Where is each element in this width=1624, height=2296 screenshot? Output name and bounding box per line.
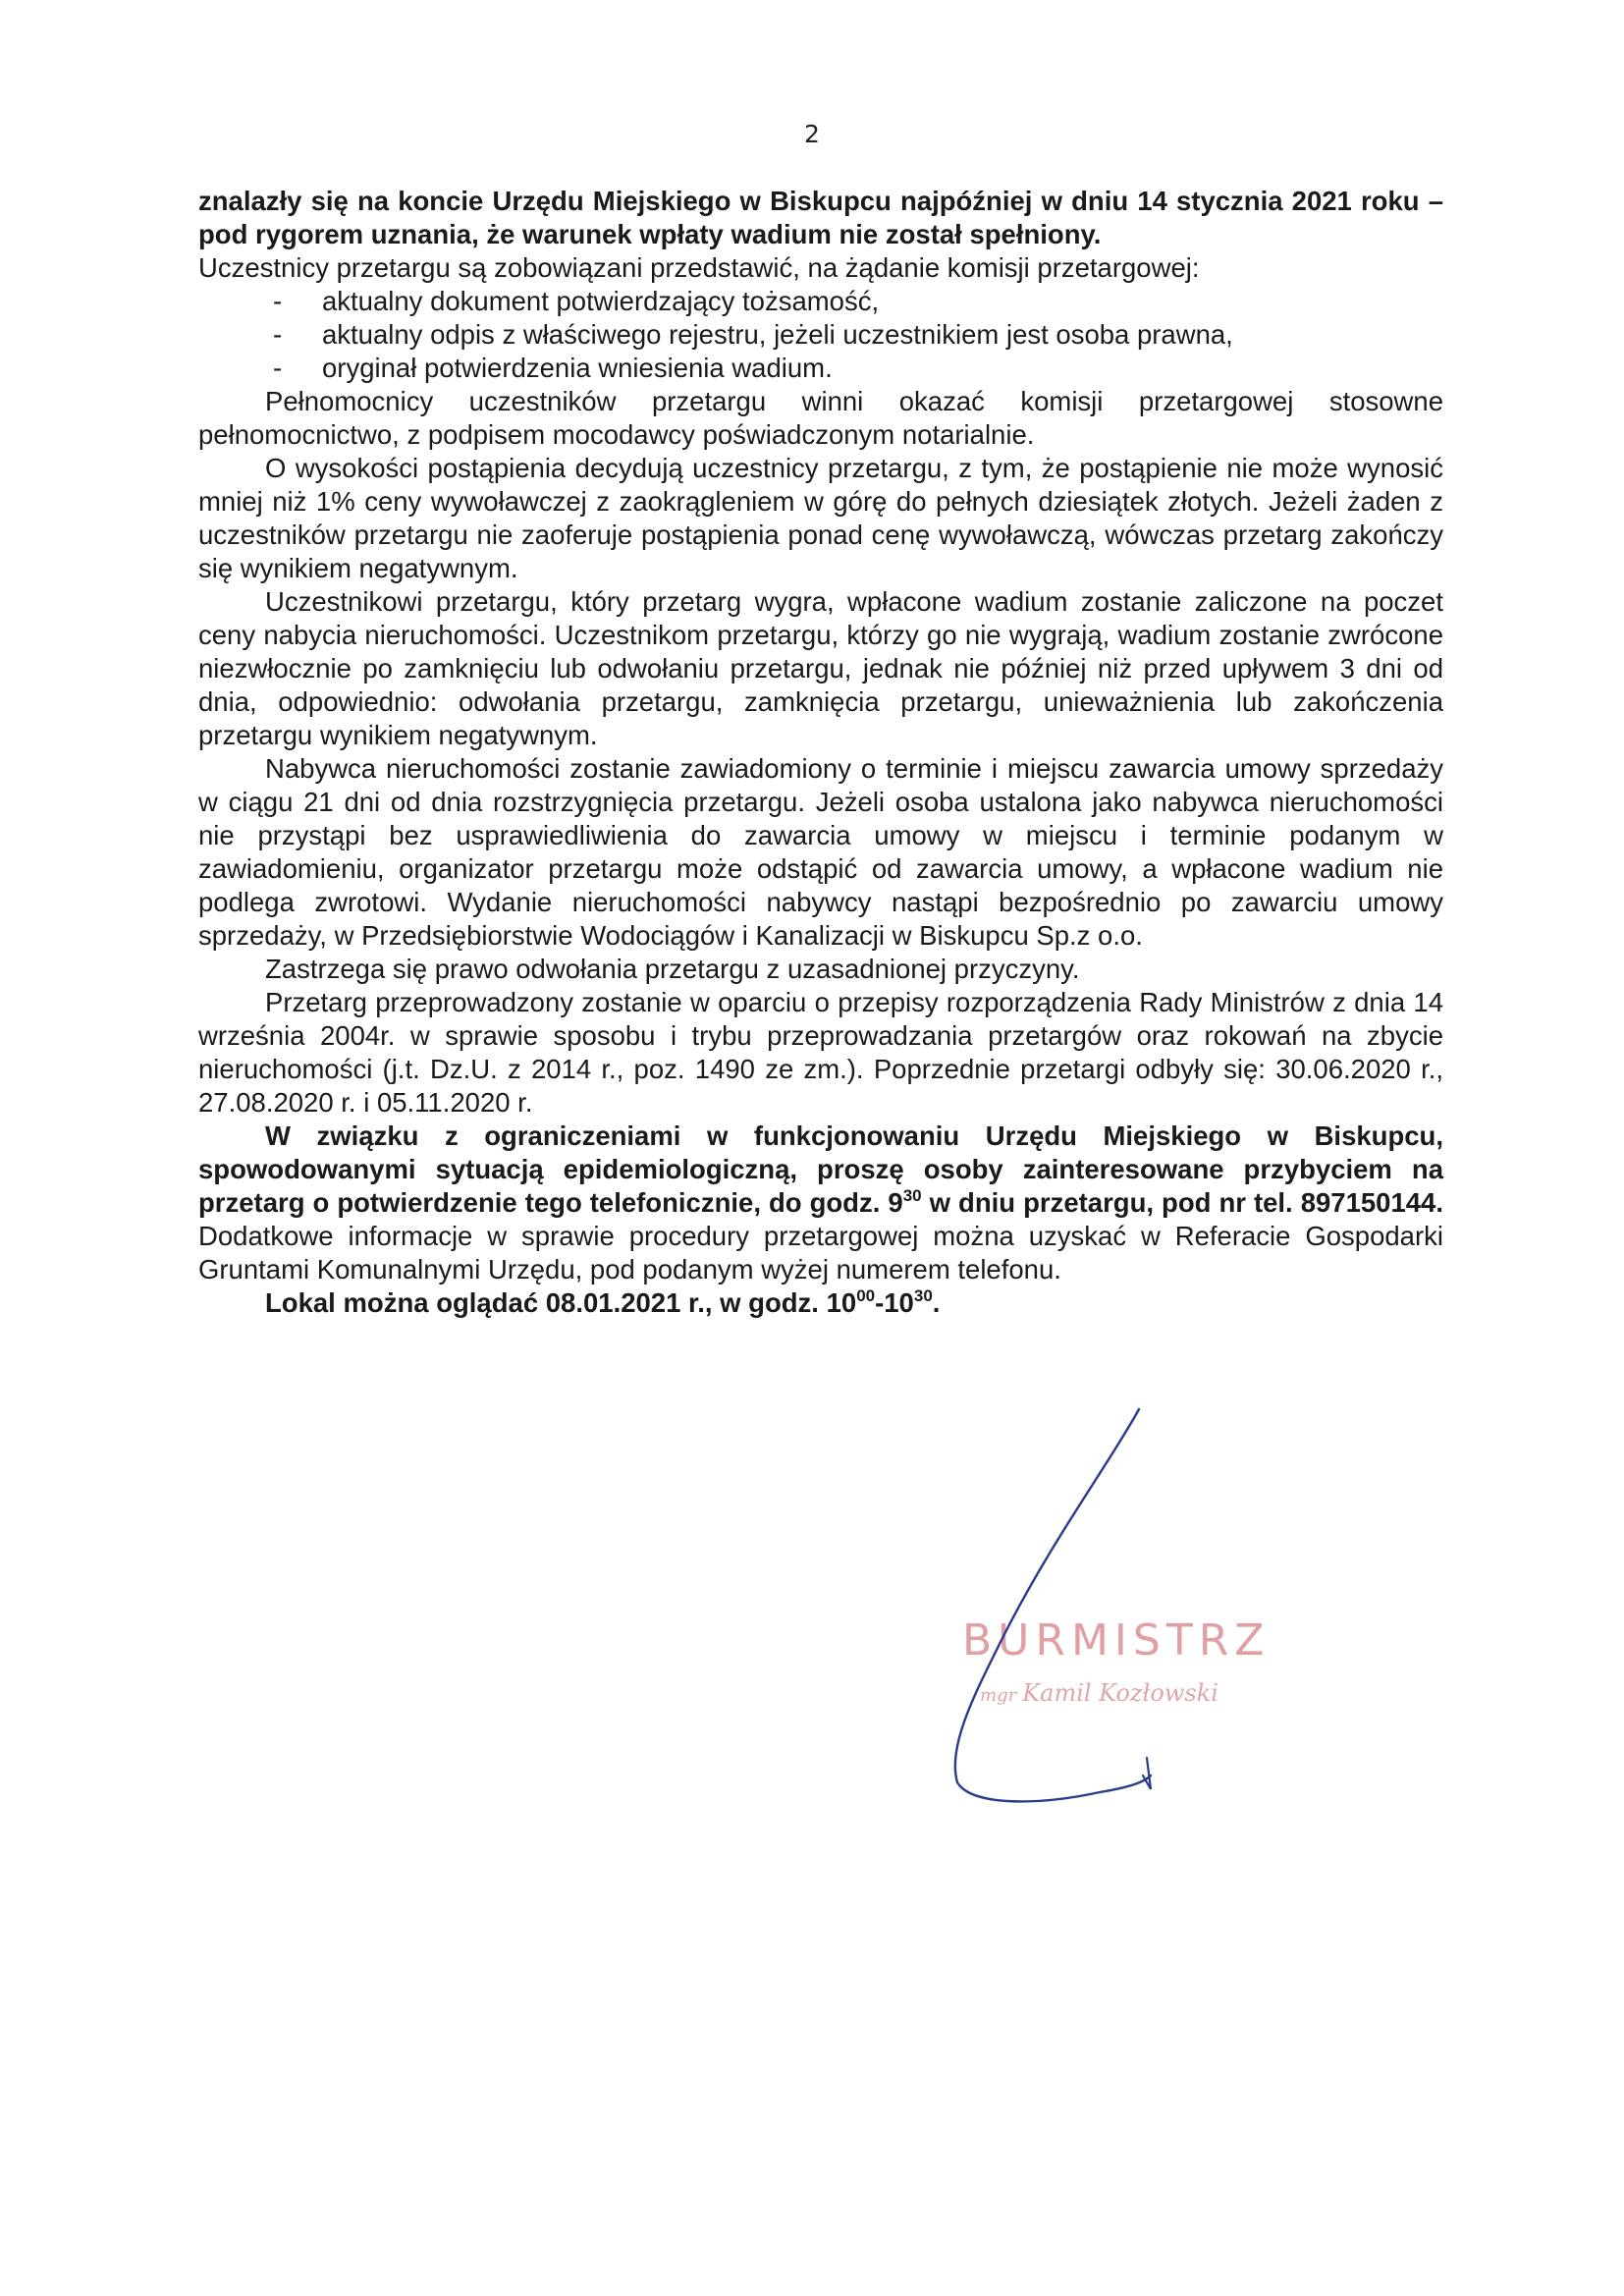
paragraph-deadline: znalazły się na koncie Urzędu Miejskiego w Biskupcu najpóźniej w dniu 14 stycznia 2021 roku – pod rygorem uznania, że warunek wpłaty wadium nie został spełniony. <box>198 186 1443 249</box>
mayor-stamp-title: BURMISTRZ <box>962 1615 1271 1666</box>
paragraph-deposit-return: Uczestnikowi przetargu, który przetarg wygra, wpłacone wadium zostanie zaliczone na poczet ceny nabycia nieruchomości. Uczestnikom przetargu, którzy go nie wygrają, wadium zostanie zwrócone niezwłocznie po zamknięciu lub odwołaniu przetargu, jednak nie później niż przed upływem 3 dni od dnia, odpowiednio: odwołania przetargu, zamknięcia przetargu, unieważnienia lub zakończenia przetargu wynikiem negatywnym. <box>198 586 1443 750</box>
handwritten-signature <box>933 1404 1267 1827</box>
paragraph-participants-obligation: Uczestnicy przetargu są zobowiązani przedstawić, na żądanie komisji przetargowej: <box>198 252 1200 283</box>
document-body <box>198 185 1443 1320</box>
list-item: - aktualny odpis z właściwego rejestru, jeżeli uczestnikiem jest osoba prawna, <box>273 319 1233 350</box>
paragraph-legal-basis: Przetarg przeprowadzony zostanie w oparciu o przepisy rozporządzenia Rady Ministrów z dnia 14 września 2004r. w sprawie sposobu i trybu przeprowadzania przetargów oraz rokowań na zbycie nieruchomości (j.t. Dz.U. z 2014 r., poz. 1490 ze zm.). Poprzednie przetargi odbyły się: 30.06.2020 r., 27.08.2020 r. i 05.11.2020 r. <box>198 987 1443 1118</box>
mayor-stamp-name: mgr Kamil Kozłowski <box>980 1679 1218 1707</box>
required-documents-list <box>198 285 1443 385</box>
list-dash: - <box>273 353 283 383</box>
paragraph-viewing-time: Lokal można oglądać 08.01.2021 r., w godz. $10^{00}-10^{30}$. <box>265 1286 941 1318</box>
paragraph-purchaser-notice: Nabywca nieruchomości zostanie zawiadomiony o terminie i miejscu zawarcia umowy sprzedaży w ciągu 21 dni od dnia rozstrzygnięcia przetargu. Jeżeli osoba ustalona jako nabywca nieruchomości nie przystąpi bez usprawiedliwienia do zawarcia umowy w miejscu i terminie podanym w zawiadomieniu, organizator przetargu może odstąpić od zawarcia umowy, a wpłacone wadium nie podlega zwrotowi. Wydanie nieruchomości nabywcy nastąpi bezpośrednio po zawarciu umowy sprzedaży, w Przedsiębiorstwie Wodociągów i Kanalizacji w Biskupcu Sp.z o.o. <box>198 753 1443 951</box>
list-dash: - <box>273 286 283 316</box>
list-item: - oryginał potwierdzenia wniesienia wadium. <box>273 353 833 383</box>
page-number: 2 <box>804 120 820 148</box>
list-dash: - <box>273 319 283 350</box>
paragraph-epidemic-notice: W związku z ograniczeniami w funkcjonowaniu Urzędu Miejskiego w Biskupcu, spowodowanymi sytuacją epidemiologiczną, proszę osoby zainteresowane przybyciem na przetarg o potwierdzenie tego telefonicznie, do godz. $9^{30}$ w dniu przetargu, pod nr tel. 897150144. Dodatkowe informacje w sprawie procedury przetargowej można uzyskać w Referacie Gospodarki Gruntami Komunalnymi Urzędu, pod podanym wyżej numerem telefonu. <box>198 1121 1443 1285</box>
paragraph-proxies: Pełnomocnicy uczestników przetargu winni okazać komisji przetargowej stosowne pełnomocnictwo, z podpisem mocodawcy poświadczonym notarialnie. <box>198 386 1443 450</box>
list-item: - aktualny dokument potwierdzający tożsamość, <box>273 286 880 316</box>
paragraph-cancellation-right: Zastrzega się prawo odwołania przetargu z uzasadnionej przyczyny. <box>265 954 1080 984</box>
paragraph-bid-increment: O wysokości postąpienia decydują uczestnicy przetargu, z tym, że postąpienie nie może wynosić mniej niż 1% ceny wywoławczej z zaokrągleniem w górę do pełnych dziesiątek złotych. Jeżeli żaden z uczestników przetargu nie zaoferuje postąpienia ponad cenę wywoławczą, wówczas przetarg zakończy się wynikiem negatywnym. <box>198 453 1443 583</box>
signature-block <box>933 1404 1271 1827</box>
